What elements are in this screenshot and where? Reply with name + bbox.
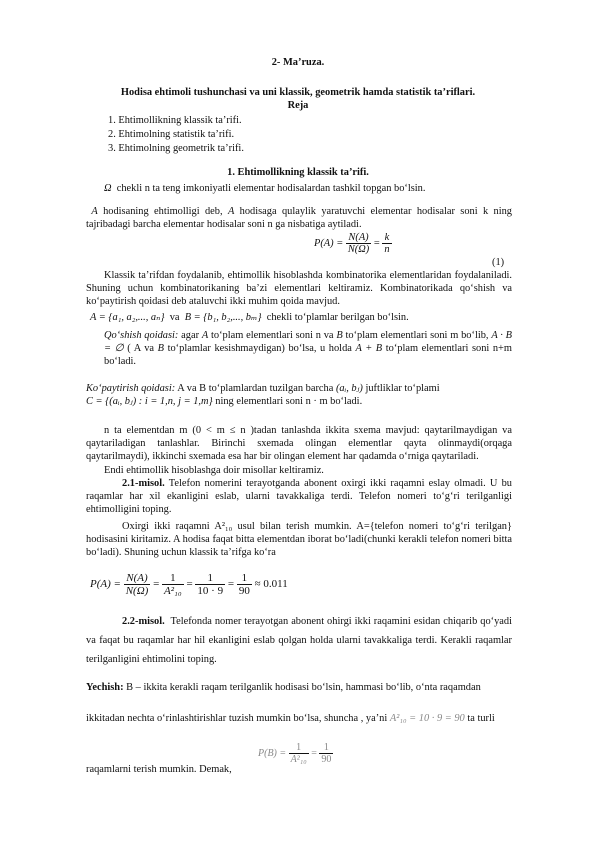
multiplication-rule: Ko‘paytirish qoidasi: A va B to‘plamlardan tuzilgan barcha (aᵢ, bⱼ) juftliklar to‘plami C = {(aᵢ, bⱼ) : i = 1,n, j = 1,m} ning elementlari soni n · m bo‘ladi. xyxy=(86,383,440,408)
definition-paragraph: A hodisaning ehtimolligi deb, A hodisaga qulaylik yaratuvchi elementar hodisalar soni k ning tajribadagi barcha elementar hodisalar soni n ga nisbatiga aytiladi. xyxy=(86,206,512,231)
plan-item-1: 1. Ehtimollikning klassik ta’rifi. xyxy=(108,115,242,126)
examples-intro: Endi ehtimollik hisoblashga doir misollar keltiramiz. xyxy=(104,465,324,476)
formula-example-1: P(A) = $\frac{N(A)}{N(\Omega)}$ = $\frac{1}{\text{A²₁₀}}$ = $\frac{1}{10 \cdot 9}$ = $\frac{1}{90}$ ≈ 0.011 xyxy=(90,572,288,597)
example-2-solution-line-1: Yechish: B – ikkita kerakli raqam terilganlik hodisasi bo‘lsin, hammasi bo‘lib, o‘nta raqamdan xyxy=(86,682,481,693)
formula-label: (1) xyxy=(492,257,505,268)
plan-item-2: 2. Ehtimolning statistik ta’rifi. xyxy=(108,129,235,140)
formula-example-2: P(B) = $\frac{1}{\text{A²₁₀}}$ = $\frac{1}{90}$ xyxy=(258,742,332,765)
selection-schemes-paragraph: n ta elementdan m (0 < m ≤ n )tadan tanlashda ikkita sxema mavjud: qaytarilmaydigan va qaytariladigan tanlashlar. Birinchi sxemada olingan elementlar qayta olinmaydi(orqaga qaytarilmaydi), ikkinchi sxemada esa har bir olingan element har qadamda o‘rniga qaytariladi. xyxy=(86,425,512,463)
plan-item-3: 3. Ehtimolning geometrik ta’rifi. xyxy=(108,143,244,154)
omega-line xyxy=(104,182,425,195)
lecture-number: 2- Ma’ruza. xyxy=(271,57,325,68)
omega-text: chekli n ta teng imkoniyatli elementar hodisalardan tashkil topgan bo‘lsin. xyxy=(116,183,426,194)
example-2: 2.2-misol. Telefonda nomer terayotgan abonent ohirgi ikki raqamini esidan chiqarib qo‘yadi va faqat bu raqamlar har hil ekanligini eslab qolgan holda ularni tavakkaliga terdi. Kerakli raqamlar terilganligini ehtimolini toping. xyxy=(86,616,512,665)
addition-rule: Qo‘shish qoidasi: agar A to‘plam elementlari soni n va B to‘plam elementlari soni m bo‘lib, A · B = ∅ ( A va B to‘plamlar kesishmaydigan) bo‘lsa, u holda A + B to‘plam elementlari soni n+m bo‘ladi. xyxy=(104,330,513,368)
section-title: 1. Ehtimollikning klassik ta’rifi. xyxy=(227,167,369,178)
definition-part-a: hodisaning ehtimolligi deb, xyxy=(103,206,223,217)
formula-classic-probability: P(A) = $\frac{N(A)}{N(\Omega)}$ = $\frac{k}{n}$ xyxy=(314,232,390,255)
example-1-solution: Oxirgi ikki raqamni A²₁₀ usul bilan terish mumkin. A={telefon nomeri to‘g‘ri terilgan} hodisasini kiritamiz. A hodisa faqat bitta elementdan iborat bo‘ladi(chunki kerakli telefon nomeri bitta bo‘ladi). Shuning uchun klassik ta’rifga ko‘ra xyxy=(86,521,512,559)
page-title: Hodisa ehtimoli tushunchasi va uni klassik, geometrik hamda statistik ta’riflari. xyxy=(120,87,476,98)
plan-title: Reja xyxy=(287,100,309,111)
example-2-solution-line-2: ikkitadan nechta o‘rinlashtirishlar tuzish mumkin bo‘lsa, shuncha , ya’ni A²₁₀ = 10 · 9 = 90 ta turli xyxy=(86,713,495,724)
omega-symbol: Ω xyxy=(104,183,112,194)
example-2-solution-line-3: raqamlarni terish mumkin. Demak, xyxy=(86,764,232,775)
definition-part-b: hodisaga qulaylik yaratuvchi elementar hodisalar soni k ning tajribadagi barcha elementar hodisalar soni n ga nisbatiga aytiladi. xyxy=(86,206,512,231)
example-1: 2.1-misol. Telefon nomerini terayotganda abonent oxirgi ikki raqamni eslay olmadi. U bu raqamlar har xil ekanligini eslab, ularni tavakkaliga terdi. Telefon nomeri to‘g‘ri terilganligi ehtimolligini toping. xyxy=(86,478,512,516)
sets-line: A = {a₁, a₂,..., aₙ} va B = {b₁, b₂,..., bₘ} chekli to‘plamlar berilgan bo‘lsin. xyxy=(90,312,409,323)
combinatorics-paragraph: Klassik ta’rifdan foydalanib, ehtimollik hisoblashda kombinatorika elementlaridan foydalaniladi. Shuning uchun kombinatorikaning ba’zi elementlari keltiramiz. Kombinatorikada qo‘shish va ko‘paytirish qoidasi deb ataluvchi ikki muhim qoida mavjud. xyxy=(86,270,512,308)
